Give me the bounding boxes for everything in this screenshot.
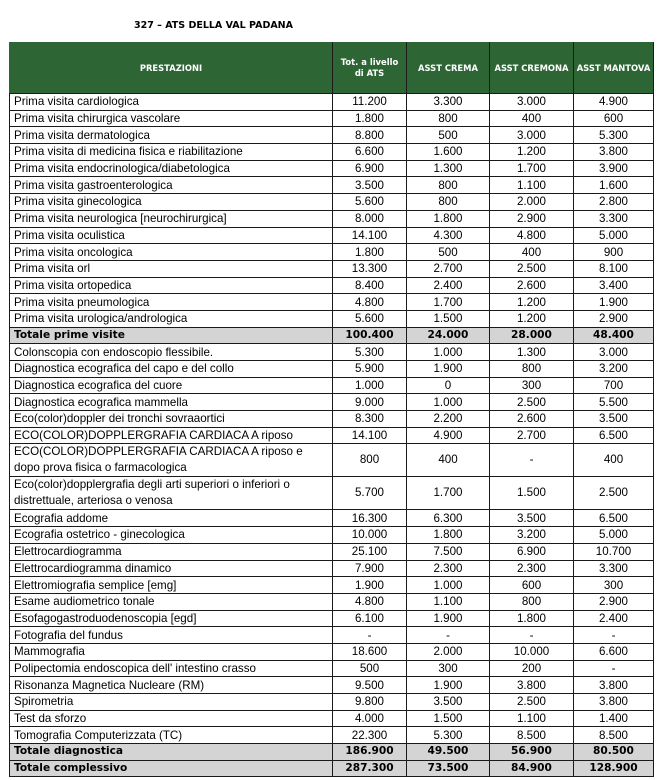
row-label: Prima visita pneumologica bbox=[10, 294, 333, 311]
cell-asst-crema: 1.500 bbox=[407, 710, 490, 727]
cell-tot-ats: 1.000 bbox=[333, 377, 407, 394]
cell-tot-ats: 100.400 bbox=[333, 327, 407, 344]
cell-asst-mantova: 8.500 bbox=[574, 727, 654, 744]
cell-asst-crema: 73.500 bbox=[407, 760, 490, 777]
cell-asst-crema: 1.900 bbox=[407, 361, 490, 378]
cell-tot-ats: 7.900 bbox=[333, 560, 407, 577]
row-label: Prima visita orl bbox=[10, 260, 333, 277]
cell-asst-mantova: 8.100 bbox=[574, 260, 654, 277]
cell-tot-ats: 16.300 bbox=[333, 510, 407, 527]
cell-asst-crema: 2.700 bbox=[407, 260, 490, 277]
row-label: Prima visita endocrinologica/diabetologica bbox=[10, 160, 333, 177]
cell-asst-mantova: 600 bbox=[574, 110, 654, 127]
cell-tot-ats: 800 bbox=[333, 444, 407, 477]
cell-asst-cremona: 400 bbox=[490, 244, 574, 261]
row-label: Risonanza Magnetica Nucleare (RM) bbox=[10, 677, 333, 694]
row-label: Totale diagnostica bbox=[10, 744, 333, 761]
total-row bbox=[10, 744, 654, 761]
cell-tot-ats: 18.600 bbox=[333, 643, 407, 660]
prestazioni-table bbox=[9, 42, 654, 777]
cell-tot-ats: 5.900 bbox=[333, 361, 407, 378]
cell-asst-crema: 800 bbox=[407, 177, 490, 194]
cell-asst-mantova: 6.500 bbox=[574, 427, 654, 444]
cell-asst-cremona: 2.900 bbox=[490, 210, 574, 227]
cell-asst-mantova: 1.600 bbox=[574, 177, 654, 194]
cell-tot-ats: 13.300 bbox=[333, 260, 407, 277]
cell-asst-cremona: 2.500 bbox=[490, 694, 574, 711]
cell-asst-crema: 2.400 bbox=[407, 277, 490, 294]
cell-asst-cremona: 2.500 bbox=[490, 260, 574, 277]
cell-asst-cremona: 1.200 bbox=[490, 144, 574, 161]
table-row bbox=[10, 94, 654, 111]
cell-asst-cremona: 10.000 bbox=[490, 643, 574, 660]
cell-asst-crema: - bbox=[407, 627, 490, 644]
table-row bbox=[10, 227, 654, 244]
cell-asst-crema: 3.500 bbox=[407, 694, 490, 711]
cell-asst-crema: 3.300 bbox=[407, 94, 490, 111]
cell-asst-mantova: 5.500 bbox=[574, 394, 654, 411]
cell-asst-crema: 4.300 bbox=[407, 227, 490, 244]
cell-asst-cremona: 800 bbox=[490, 361, 574, 378]
row-label: Prima visita chirurgica vascolare bbox=[10, 110, 333, 127]
row-label: Eco(color)dopplergrafia degli arti superiori o inferiori o distrettuale, arteriosa o venosa bbox=[10, 477, 333, 510]
cell-tot-ats: 9.000 bbox=[333, 394, 407, 411]
cell-asst-mantova: 5.000 bbox=[574, 527, 654, 544]
cell-asst-mantova: 700 bbox=[574, 377, 654, 394]
total-row bbox=[10, 760, 654, 777]
table-row bbox=[10, 593, 654, 610]
cell-asst-mantova: 3.500 bbox=[574, 411, 654, 428]
cell-tot-ats: 9.500 bbox=[333, 677, 407, 694]
cell-asst-cremona: 6.900 bbox=[490, 543, 574, 560]
table-row bbox=[10, 411, 654, 428]
table-row bbox=[10, 310, 654, 327]
cell-asst-cremona: 2.700 bbox=[490, 427, 574, 444]
cell-tot-ats: 186.900 bbox=[333, 744, 407, 761]
document-title: 327 – ATS DELLA VAL PADANA bbox=[134, 20, 293, 31]
row-label: Diagnostica ecografica del capo e del collo bbox=[10, 361, 333, 378]
cell-asst-cremona: 56.900 bbox=[490, 744, 574, 761]
cell-asst-crema: 300 bbox=[407, 660, 490, 677]
row-label: Totale complessivo bbox=[10, 760, 333, 777]
table-row bbox=[10, 643, 654, 660]
cell-asst-crema: 4.900 bbox=[407, 427, 490, 444]
cell-asst-mantova: 1.900 bbox=[574, 294, 654, 311]
row-label: Elettrocardiogramma dinamico bbox=[10, 560, 333, 577]
cell-tot-ats: 14.100 bbox=[333, 427, 407, 444]
cell-asst-mantova: 2.800 bbox=[574, 194, 654, 211]
row-label: Elettromiografia semplice [emg] bbox=[10, 577, 333, 594]
cell-asst-cremona: 3.000 bbox=[490, 127, 574, 144]
cell-tot-ats: 6.100 bbox=[333, 610, 407, 627]
table-row bbox=[10, 627, 654, 644]
cell-asst-crema: 500 bbox=[407, 127, 490, 144]
table-row bbox=[10, 560, 654, 577]
row-label: Prima visita dermatologica bbox=[10, 127, 333, 144]
table-row bbox=[10, 394, 654, 411]
header-asst-mantova: ASST MANTOVA bbox=[574, 43, 654, 94]
table-header-row bbox=[10, 43, 654, 94]
row-label: Prima visita neurologica [neurochirurgica] bbox=[10, 210, 333, 227]
row-label: Tomografia Computerizzata (TC) bbox=[10, 727, 333, 744]
table-row bbox=[10, 160, 654, 177]
cell-tot-ats: 4.800 bbox=[333, 593, 407, 610]
cell-asst-crema: 1.000 bbox=[407, 577, 490, 594]
cell-asst-mantova: 4.900 bbox=[574, 94, 654, 111]
table-row bbox=[10, 277, 654, 294]
cell-asst-mantova: - bbox=[574, 660, 654, 677]
table-row bbox=[10, 577, 654, 594]
table-row bbox=[10, 694, 654, 711]
row-label: Colonscopia con endoscopio flessibile. bbox=[10, 344, 333, 361]
cell-asst-mantova: - bbox=[574, 627, 654, 644]
cell-asst-mantova: 3.200 bbox=[574, 361, 654, 378]
cell-asst-mantova: 2.500 bbox=[574, 477, 654, 510]
row-label: Ecografia ostetrico - ginecologica bbox=[10, 527, 333, 544]
row-label: Esame audiometrico tonale bbox=[10, 593, 333, 610]
cell-asst-crema: 5.300 bbox=[407, 727, 490, 744]
cell-asst-mantova: 3.800 bbox=[574, 677, 654, 694]
table-row bbox=[10, 244, 654, 261]
table-row bbox=[10, 427, 654, 444]
cell-tot-ats: 9.800 bbox=[333, 694, 407, 711]
cell-tot-ats: 25.100 bbox=[333, 543, 407, 560]
cell-asst-crema: 2.000 bbox=[407, 643, 490, 660]
cell-asst-cremona: 8.500 bbox=[490, 727, 574, 744]
cell-asst-mantova: 2.400 bbox=[574, 610, 654, 627]
cell-tot-ats: 5.300 bbox=[333, 344, 407, 361]
cell-tot-ats: 1.800 bbox=[333, 244, 407, 261]
cell-asst-crema: 400 bbox=[407, 444, 490, 477]
cell-asst-mantova: 1.400 bbox=[574, 710, 654, 727]
cell-tot-ats: 1.900 bbox=[333, 577, 407, 594]
cell-tot-ats: 3.500 bbox=[333, 177, 407, 194]
row-label: Esofagogastroduodenoscopia [egd] bbox=[10, 610, 333, 627]
table-row bbox=[10, 477, 654, 510]
header-prestazioni: PRESTAZIONI bbox=[10, 43, 333, 94]
cell-asst-crema: 500 bbox=[407, 244, 490, 261]
row-label: ECO(COLOR)DOPPLERGRAFIA CARDIACA A riposo e dopo prova fisica o farmacologica bbox=[10, 444, 333, 477]
cell-asst-mantova: 10.700 bbox=[574, 543, 654, 560]
header-asst-cremona: ASST CREMONA bbox=[490, 43, 574, 94]
cell-asst-cremona: 2.500 bbox=[490, 394, 574, 411]
cell-asst-mantova: 3.000 bbox=[574, 344, 654, 361]
cell-asst-cremona: 2.000 bbox=[490, 194, 574, 211]
cell-asst-mantova: 6.600 bbox=[574, 643, 654, 660]
cell-asst-cremona: - bbox=[490, 627, 574, 644]
cell-tot-ats: 14.100 bbox=[333, 227, 407, 244]
cell-tot-ats: 4.000 bbox=[333, 710, 407, 727]
table-row bbox=[10, 727, 654, 744]
cell-asst-cremona: 84.900 bbox=[490, 760, 574, 777]
row-label: Diagnostica ecografica mammella bbox=[10, 394, 333, 411]
cell-asst-cremona: 200 bbox=[490, 660, 574, 677]
cell-asst-mantova: 6.500 bbox=[574, 510, 654, 527]
table-row bbox=[10, 294, 654, 311]
cell-asst-cremona: 3.200 bbox=[490, 527, 574, 544]
row-label: Mammografia bbox=[10, 643, 333, 660]
table-row bbox=[10, 710, 654, 727]
cell-tot-ats: - bbox=[333, 627, 407, 644]
cell-asst-crema: 1.700 bbox=[407, 294, 490, 311]
cell-asst-crema: 1.800 bbox=[407, 527, 490, 544]
cell-asst-crema: 49.500 bbox=[407, 744, 490, 761]
cell-asst-cremona: 300 bbox=[490, 377, 574, 394]
cell-tot-ats: 8.000 bbox=[333, 210, 407, 227]
table-row bbox=[10, 527, 654, 544]
cell-tot-ats: 500 bbox=[333, 660, 407, 677]
row-label: Totale prime visite bbox=[10, 327, 333, 344]
row-label: Prima visita di medicina fisica e riabilitazione bbox=[10, 144, 333, 161]
table-row bbox=[10, 377, 654, 394]
cell-tot-ats: 22.300 bbox=[333, 727, 407, 744]
row-label: Prima visita ortopedica bbox=[10, 277, 333, 294]
cell-asst-crema: 1.000 bbox=[407, 394, 490, 411]
table-row bbox=[10, 361, 654, 378]
cell-asst-cremona: 1.800 bbox=[490, 610, 574, 627]
cell-asst-crema: 1.300 bbox=[407, 160, 490, 177]
cell-tot-ats: 8.400 bbox=[333, 277, 407, 294]
cell-asst-cremona: 1.700 bbox=[490, 160, 574, 177]
cell-asst-mantova: 3.300 bbox=[574, 560, 654, 577]
row-label: Prima visita ginecologica bbox=[10, 194, 333, 211]
cell-asst-mantova: 128.900 bbox=[574, 760, 654, 777]
header-tot-ats: Tot. a livello di ATS bbox=[333, 43, 407, 94]
cell-asst-cremona: 2.600 bbox=[490, 277, 574, 294]
table-row bbox=[10, 677, 654, 694]
cell-asst-cremona: 2.300 bbox=[490, 560, 574, 577]
cell-asst-cremona: 1.100 bbox=[490, 710, 574, 727]
cell-asst-cremona: 4.800 bbox=[490, 227, 574, 244]
row-label: Test da sforzo bbox=[10, 710, 333, 727]
table-row bbox=[10, 610, 654, 627]
cell-asst-cremona: 1.200 bbox=[490, 310, 574, 327]
row-label: Prima visita oncologica bbox=[10, 244, 333, 261]
cell-asst-cremona: 600 bbox=[490, 577, 574, 594]
cell-asst-crema: 1.700 bbox=[407, 477, 490, 510]
cell-tot-ats: 10.000 bbox=[333, 527, 407, 544]
table-row bbox=[10, 144, 654, 161]
cell-asst-mantova: 3.900 bbox=[574, 160, 654, 177]
cell-asst-cremona: 1.100 bbox=[490, 177, 574, 194]
row-label: Fotografia del fundus bbox=[10, 627, 333, 644]
row-label: Prima visita oculistica bbox=[10, 227, 333, 244]
cell-asst-crema: 6.300 bbox=[407, 510, 490, 527]
total-row bbox=[10, 327, 654, 344]
header-asst-crema: ASST CREMA bbox=[407, 43, 490, 94]
cell-tot-ats: 4.800 bbox=[333, 294, 407, 311]
table-row bbox=[10, 127, 654, 144]
row-label: Prima visita cardiologica bbox=[10, 94, 333, 111]
cell-asst-crema: 800 bbox=[407, 110, 490, 127]
cell-tot-ats: 11.200 bbox=[333, 94, 407, 111]
cell-tot-ats: 5.600 bbox=[333, 310, 407, 327]
cell-asst-mantova: 80.500 bbox=[574, 744, 654, 761]
cell-asst-mantova: 300 bbox=[574, 577, 654, 594]
cell-asst-crema: 1.800 bbox=[407, 210, 490, 227]
table-body bbox=[10, 94, 654, 777]
cell-asst-crema: 800 bbox=[407, 194, 490, 211]
cell-asst-mantova: 400 bbox=[574, 444, 654, 477]
cell-asst-crema: 7.500 bbox=[407, 543, 490, 560]
row-label: Spirometria bbox=[10, 694, 333, 711]
table-row bbox=[10, 444, 654, 477]
cell-asst-mantova: 3.800 bbox=[574, 144, 654, 161]
cell-asst-crema: 1.600 bbox=[407, 144, 490, 161]
cell-tot-ats: 5.700 bbox=[333, 477, 407, 510]
table-row bbox=[10, 194, 654, 211]
cell-asst-cremona: 1.500 bbox=[490, 477, 574, 510]
cell-tot-ats: 287.300 bbox=[333, 760, 407, 777]
cell-asst-cremona: 3.500 bbox=[490, 510, 574, 527]
table-row bbox=[10, 177, 654, 194]
table-row bbox=[10, 344, 654, 361]
cell-tot-ats: 1.800 bbox=[333, 110, 407, 127]
cell-asst-crema: 1.900 bbox=[407, 677, 490, 694]
cell-asst-mantova: 5.000 bbox=[574, 227, 654, 244]
cell-asst-crema: 2.300 bbox=[407, 560, 490, 577]
table-row bbox=[10, 543, 654, 560]
cell-asst-cremona: 2.600 bbox=[490, 411, 574, 428]
cell-asst-crema: 1.900 bbox=[407, 610, 490, 627]
table-row bbox=[10, 260, 654, 277]
cell-asst-cremona: 400 bbox=[490, 110, 574, 127]
table-row bbox=[10, 110, 654, 127]
row-label: Prima visita gastroenterologica bbox=[10, 177, 333, 194]
cell-tot-ats: 5.600 bbox=[333, 194, 407, 211]
cell-asst-cremona: 3.000 bbox=[490, 94, 574, 111]
cell-asst-cremona: 800 bbox=[490, 593, 574, 610]
cell-asst-cremona: - bbox=[490, 444, 574, 477]
cell-asst-mantova: 48.400 bbox=[574, 327, 654, 344]
cell-asst-crema: 1.500 bbox=[407, 310, 490, 327]
cell-asst-cremona: 3.800 bbox=[490, 677, 574, 694]
cell-asst-cremona: 28.000 bbox=[490, 327, 574, 344]
cell-asst-mantova: 3.400 bbox=[574, 277, 654, 294]
cell-asst-mantova: 900 bbox=[574, 244, 654, 261]
row-label: Diagnostica ecografica del cuore bbox=[10, 377, 333, 394]
cell-asst-crema: 24.000 bbox=[407, 327, 490, 344]
table-row bbox=[10, 510, 654, 527]
cell-asst-crema: 2.200 bbox=[407, 411, 490, 428]
cell-asst-crema: 1.100 bbox=[407, 593, 490, 610]
cell-asst-mantova: 3.800 bbox=[574, 694, 654, 711]
cell-asst-crema: 1.000 bbox=[407, 344, 490, 361]
cell-tot-ats: 8.300 bbox=[333, 411, 407, 428]
cell-asst-cremona: 1.200 bbox=[490, 294, 574, 311]
cell-asst-cremona: 1.300 bbox=[490, 344, 574, 361]
row-label: Prima visita urologica/andrologica bbox=[10, 310, 333, 327]
cell-tot-ats: 6.600 bbox=[333, 144, 407, 161]
table-row bbox=[10, 660, 654, 677]
row-label: Eco(color)doppler dei tronchi sovraaortici bbox=[10, 411, 333, 428]
row-label: ECO(COLOR)DOPPLERGRAFIA CARDIACA A riposo bbox=[10, 427, 333, 444]
row-label: Ecografia addome bbox=[10, 510, 333, 527]
cell-tot-ats: 6.900 bbox=[333, 160, 407, 177]
cell-tot-ats: 8.800 bbox=[333, 127, 407, 144]
table-row bbox=[10, 210, 654, 227]
row-label: Elettrocardiogramma bbox=[10, 543, 333, 560]
row-label: Polipectomia endoscopica dell' intestino crasso bbox=[10, 660, 333, 677]
cell-asst-mantova: 3.300 bbox=[574, 210, 654, 227]
cell-asst-crema: 0 bbox=[407, 377, 490, 394]
cell-asst-mantova: 5.300 bbox=[574, 127, 654, 144]
cell-asst-mantova: 2.900 bbox=[574, 593, 654, 610]
cell-asst-mantova: 2.900 bbox=[574, 310, 654, 327]
